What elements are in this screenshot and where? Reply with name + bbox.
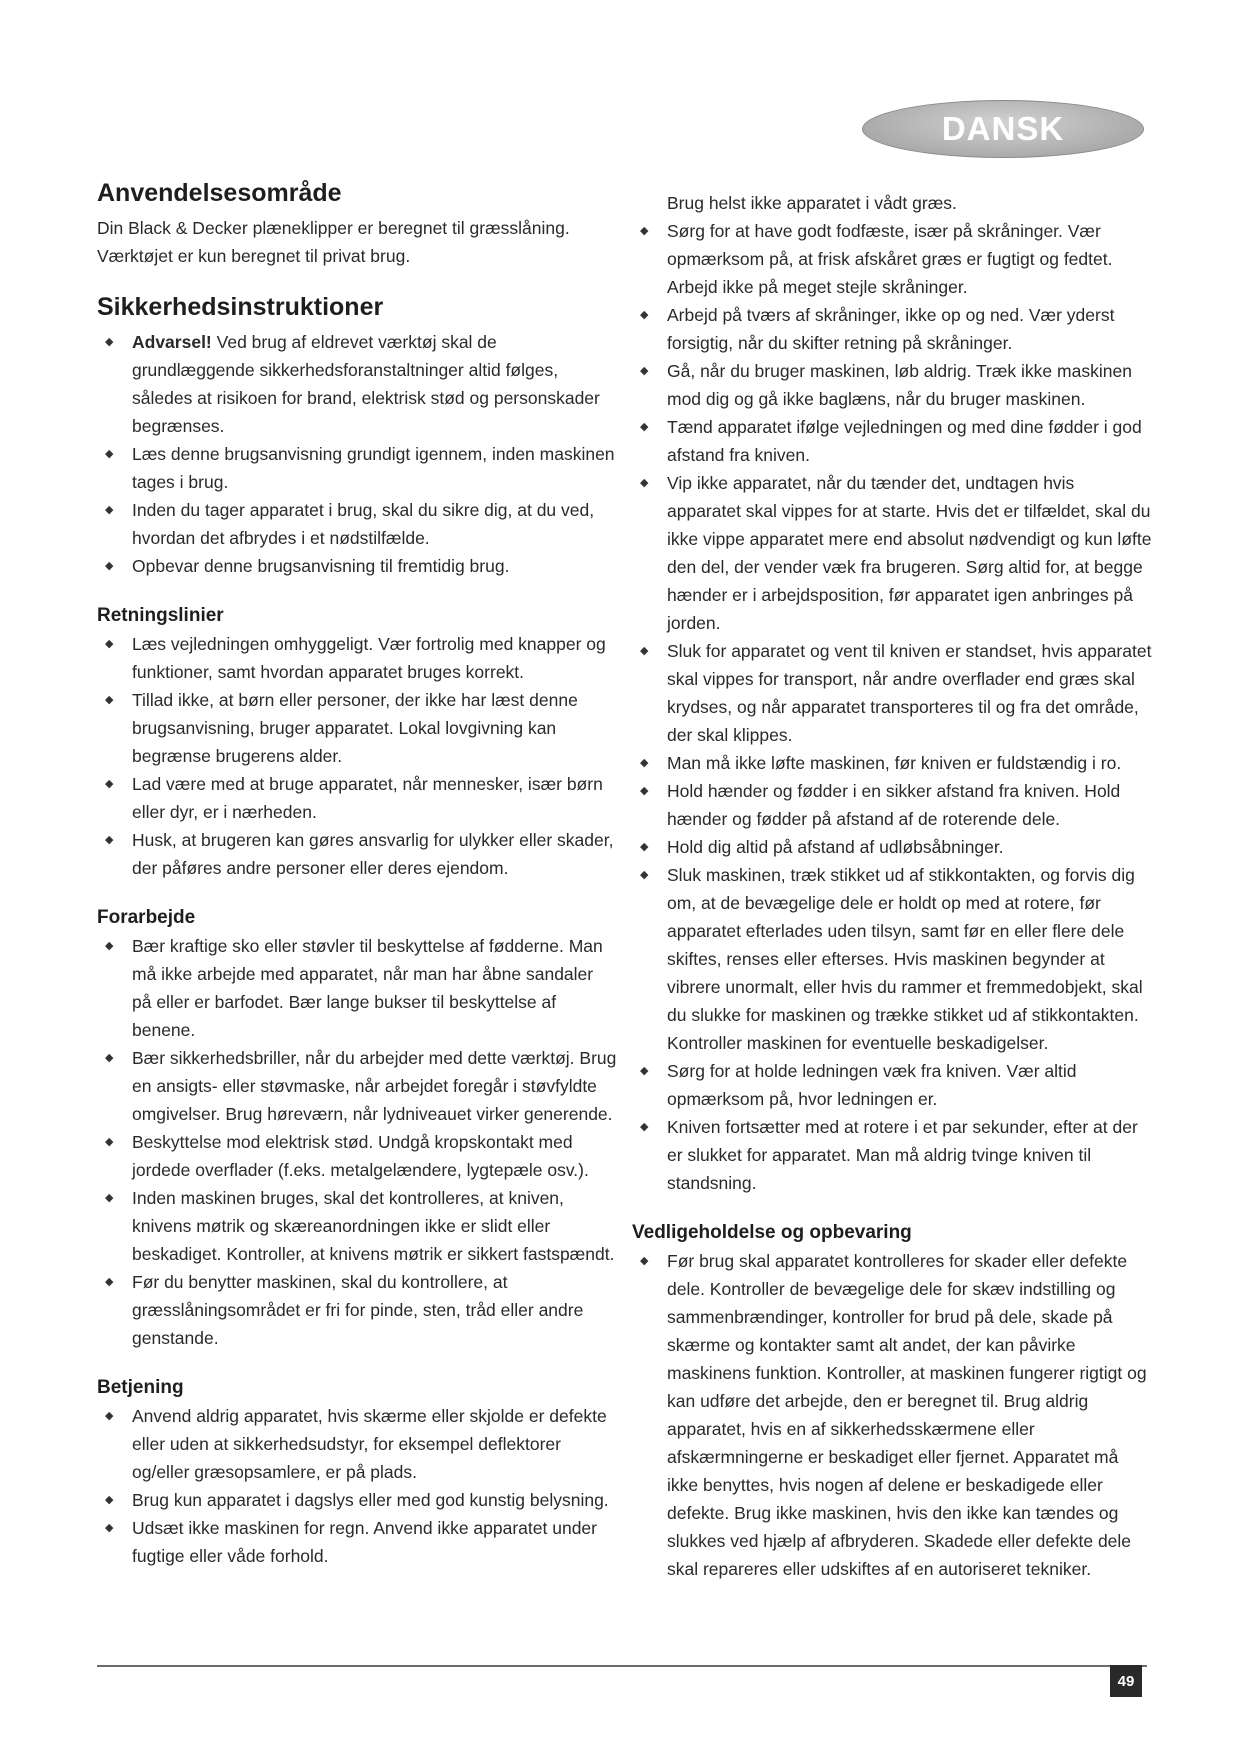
bullet-diamond-icon: ◆ (640, 309, 649, 321)
bullet-diamond-icon: ◆ (640, 757, 649, 769)
list-item-text: Anvend aldrig apparatet, hvis skærme eller skjolde er defekte eller uden at sikkerhedsudstyr, for eksempel deflektorer og/eller græsopsamlere, er på plads. (132, 1406, 607, 1482)
bullet-diamond-icon: ◆ (105, 694, 114, 706)
right-column (632, 189, 1152, 1583)
list-item-text: Hold dig altid på afstand af udløbsåbninger. (667, 837, 1004, 857)
list-item-text: Opbevar denne brugsanvisning til fremtidig brug. (132, 556, 510, 576)
list-item (97, 552, 617, 580)
section-maintenance (632, 1221, 1152, 1583)
bullet-diamond-icon: ◆ (105, 778, 114, 790)
bullet-diamond-icon: ◆ (640, 869, 649, 881)
list-item (632, 1247, 1152, 1583)
list-item (632, 301, 1152, 357)
section-safety (97, 292, 617, 580)
list-item-text: Bær sikkerhedsbriller, når du arbejder med dette værktøj. Brug en ansigts- eller støvmaske, når arbejdet foregår i støvfyldte omgivelser. Brug høreværn, når lydniveauet virker generende. (132, 1048, 617, 1124)
bullet-diamond-icon: ◆ (640, 365, 649, 377)
maintenance-title: Vedligeholdelse og opbevaring (632, 1222, 912, 1243)
list-item-text: Man må ikke løfte maskinen, før kniven er fuldstændig i ro. (667, 753, 1122, 773)
list-item-text: Kniven fortsætter med at rotere i et par sekunder, efter at der er slukket for apparatet. Man må aldrig tvinge kniven til standsning. (667, 1117, 1138, 1193)
list-item-text: Læs vejledningen omhyggeligt. Vær fortrolig med knapper og funktioner, samt hvordan apparatet bruges korrekt. (132, 634, 606, 682)
list-item (97, 1184, 617, 1268)
list-item-text: Hold hænder og fødder i en sikker afstand fra kniven. Hold hænder og fødder på afstand af de roterende dele. (667, 781, 1121, 829)
section-usage (97, 178, 617, 270)
bullet-diamond-icon: ◆ (640, 225, 649, 237)
bullet-diamond-icon: ◆ (105, 1494, 114, 1506)
list-item (97, 328, 617, 440)
list-item-text: Læs denne brugsanvisning grundigt igennem, inden maskinen tages i brug. (132, 444, 615, 492)
list-item (632, 1113, 1152, 1197)
bullet-diamond-icon: ◆ (105, 834, 114, 846)
list-item-text: Brug kun apparatet i dagslys eller med god kunstig belysning. (132, 1490, 609, 1510)
bullet-diamond-icon: ◆ (640, 1255, 649, 1267)
bullet-diamond-icon: ◆ (105, 336, 114, 348)
footer-divider (97, 1665, 1147, 1667)
list-item-continued (632, 189, 1152, 217)
bullet-diamond-icon: ◆ (105, 1192, 114, 1204)
list-item (97, 1128, 617, 1184)
list-item (97, 496, 617, 552)
list-item-text: Husk, at brugeren kan gøres ansvarlig for ulykker eller skader, der påføres andre personer eller deres ejendom. (132, 830, 614, 878)
bullet-diamond-icon: ◆ (105, 1052, 114, 1064)
list-item-text: Tænd apparatet ifølge vejledningen og med dine fødder i god afstand fra kniven. (667, 417, 1142, 465)
bullet-diamond-icon: ◆ (105, 448, 114, 460)
list-item-text: Arbejd på tværs af skråninger, ikke op og ned. Vær yderst forsigtig, når du skifter retning på skråninger. (667, 305, 1115, 353)
list-item (97, 1514, 617, 1570)
warning-label: Advarsel! (132, 332, 212, 352)
list-item-text: Sluk for apparatet og vent til kniven er standset, hvis apparatet skal vippes for transport, når andre overflader end græs skal krydses, og når apparatet transporteres til og fra det område, der skal klippes. (667, 641, 1152, 745)
list-item-text: Gå, når du bruger maskinen, løb aldrig. Træk ikke maskinen mod dig og gå ikke baglæns, når du bruger maskinen. (667, 361, 1132, 409)
list-item (632, 777, 1152, 833)
bullet-diamond-icon: ◆ (640, 785, 649, 797)
list-item (97, 932, 617, 1044)
list-item (97, 1486, 617, 1514)
list-item-text: Inden maskinen bruges, skal det kontrolleres, at kniven, knivens møtrik og skæreanordningen ikke er slidt eller beskadiget. Kontroller, at knivens møtrik er sikkert fastspændt. (132, 1188, 615, 1264)
bullet-diamond-icon: ◆ (640, 645, 649, 657)
list-item-text: Beskyttelse mod elektrisk stød. Undgå kropskontakt med jordede overflader (f.eks. metalgelændere, lygtepæle osv.). (132, 1132, 589, 1180)
list-item-text: Før brug skal apparatet kontrolleres for skader eller defekte dele. Kontroller de bevægelige dele for skæv indstilling og sammenbrændinger, kontroller for brud på dele, skade på skærme og kontakter samt alt andet, der kan påvirke maskinens funktion. Kontroller, at maskinen fungerer rigtigt og kan udføre det arbejde, den er beregnet til. Brug aldrig apparatet, hvis en af sikkerhedsskærmene eller afskærmningerne er beskadiget eller fjernet. Apparatet må ikke benyttes, hvis nogen af delene er beskadigede eller defekte. Brug ikke maskinen, hvis den ikke kan tændes og slukkes ved hjælp af afbryderen. Skadede eller defekte dele skal repareres eller udskiftes af en autoriseret tekniker. (667, 1251, 1147, 1579)
maintenance-list (632, 1247, 1152, 1583)
list-item (632, 637, 1152, 749)
section-operation (97, 1376, 617, 1570)
page-number: 49 (1110, 1665, 1142, 1697)
list-item-text: Tillad ikke, at børn eller personer, der ikke har læst denne brugsanvisning, bruger apparatet. Lokal lovgivning kan begrænse brugerens alder. (132, 690, 578, 766)
list-item (632, 861, 1152, 1057)
safety-title: Sikkerhedsinstruktioner (97, 293, 384, 321)
list-item (97, 440, 617, 496)
bullet-diamond-icon: ◆ (105, 1410, 114, 1422)
list-item-text: Vip ikke apparatet, når du tænder det, undtagen hvis apparatet skal vippes for at starte. Hvis det er tilfældet, skal du ikke vippe apparatet mere end absolut nødvendigt og kun løfte den del, der vender væk fra brugeren. Sørg altid for, at begge hænder er i arbejdsposition, før apparatet igen anbringes på jorden. (667, 473, 1152, 633)
bullet-diamond-icon: ◆ (640, 841, 649, 853)
list-item-text: Udsæt ikke maskinen for regn. Anvend ikke apparatet under fugtige eller våde forhold. (132, 1518, 597, 1566)
list-item (632, 1057, 1152, 1113)
list-item (97, 1402, 617, 1486)
list-item (632, 833, 1152, 861)
list-item (632, 413, 1152, 469)
list-item (632, 469, 1152, 637)
bullet-diamond-icon: ◆ (640, 421, 649, 433)
list-item (97, 1044, 617, 1128)
safety-list (97, 328, 617, 580)
list-item (97, 826, 617, 882)
bullet-diamond-icon: ◆ (640, 1121, 649, 1133)
list-item-text: Sørg for at holde ledningen væk fra kniven. Vær altid opmærksom på, hvor ledningen er. (667, 1061, 1077, 1109)
list-item-text: Sørg for at have godt fodfæste, især på skråninger. Vær opmærksom på, at frisk afskåret græs er fugtigt og fedtet. Arbejd ikke på meget stejle skråninger. (667, 221, 1113, 297)
bullet-diamond-icon: ◆ (105, 1136, 114, 1148)
warning-text: Ved brug af eldrevet værktøj skal de grundlæggende sikkerhedsforanstaltninger altid følges, således at risikoen for brand, elektrisk stød og personskader begrænses. (132, 332, 600, 436)
operation-list (97, 1402, 617, 1570)
operation-title: Betjening (97, 1377, 184, 1398)
list-item (632, 749, 1152, 777)
guidelines-list (97, 630, 617, 882)
usage-title: Anvendelsesområde (97, 179, 342, 207)
bullet-diamond-icon: ◆ (105, 504, 114, 516)
usage-line: Din Black & Decker plæneklipper er beregnet til græsslåning. (97, 218, 570, 238)
section-operation-continued (632, 189, 1152, 1197)
list-item (97, 770, 617, 826)
preparation-title: Forarbejde (97, 907, 196, 928)
bullet-diamond-icon: ◆ (105, 940, 114, 952)
list-item-text: Bær kraftige sko eller støvler til beskyttelse af fødderne. Man må ikke arbejde med apparatet, når man har åbne sandaler på eller er barfodet. Bær lange bukser til beskyttelse af benene. (132, 936, 603, 1040)
list-item-text: Sluk maskinen, træk stikket ud af stikkontakten, og forvis dig om, at de bevægelige dele er holdt op med at rotere, før apparatet efterlades uden tilsyn, samt før en eller flere dele skiftes, renses eller efterses. Hvis maskinen begynder at vibrere unormalt, eller hvis du rammer et fremmedobjekt, skal du slukke for maskinen og trække stikket ud af stikkontakten. Kontroller maskinen for eventuelle beskadigelser. (667, 865, 1143, 1053)
left-column (97, 178, 617, 1570)
bullet-diamond-icon: ◆ (105, 1276, 114, 1288)
operation-continued-list (632, 189, 1152, 1197)
section-preparation (97, 906, 617, 1352)
list-item (632, 357, 1152, 413)
language-badge: DANSK (862, 100, 1144, 158)
usage-line: Værktøjet er kun beregnet til privat brug. (97, 246, 411, 266)
list-item-text: Lad være med at bruge apparatet, når mennesker, især børn eller dyr, er i nærheden. (132, 774, 603, 822)
list-item-text: Inden du tager apparatet i brug, skal du sikre dig, at du ved, hvordan det afbrydes i et nødstilfælde. (132, 500, 595, 548)
list-item-text: Før du benytter maskinen, skal du kontrollere, at græsslåningsområdet er fri for pinde, sten, tråd eller andre genstande. (132, 1272, 584, 1348)
list-item-text: Brug helst ikke apparatet i vådt græs. (667, 193, 957, 213)
list-item (97, 1268, 617, 1352)
guidelines-title: Retningslinier (97, 605, 224, 626)
bullet-diamond-icon: ◆ (640, 477, 649, 489)
list-item (97, 630, 617, 686)
bullet-diamond-icon: ◆ (105, 1522, 114, 1534)
list-item (632, 217, 1152, 301)
list-item (97, 686, 617, 770)
bullet-diamond-icon: ◆ (105, 638, 114, 650)
section-guidelines (97, 604, 617, 882)
bullet-diamond-icon: ◆ (640, 1065, 649, 1077)
preparation-list (97, 932, 617, 1352)
bullet-diamond-icon: ◆ (105, 560, 114, 572)
